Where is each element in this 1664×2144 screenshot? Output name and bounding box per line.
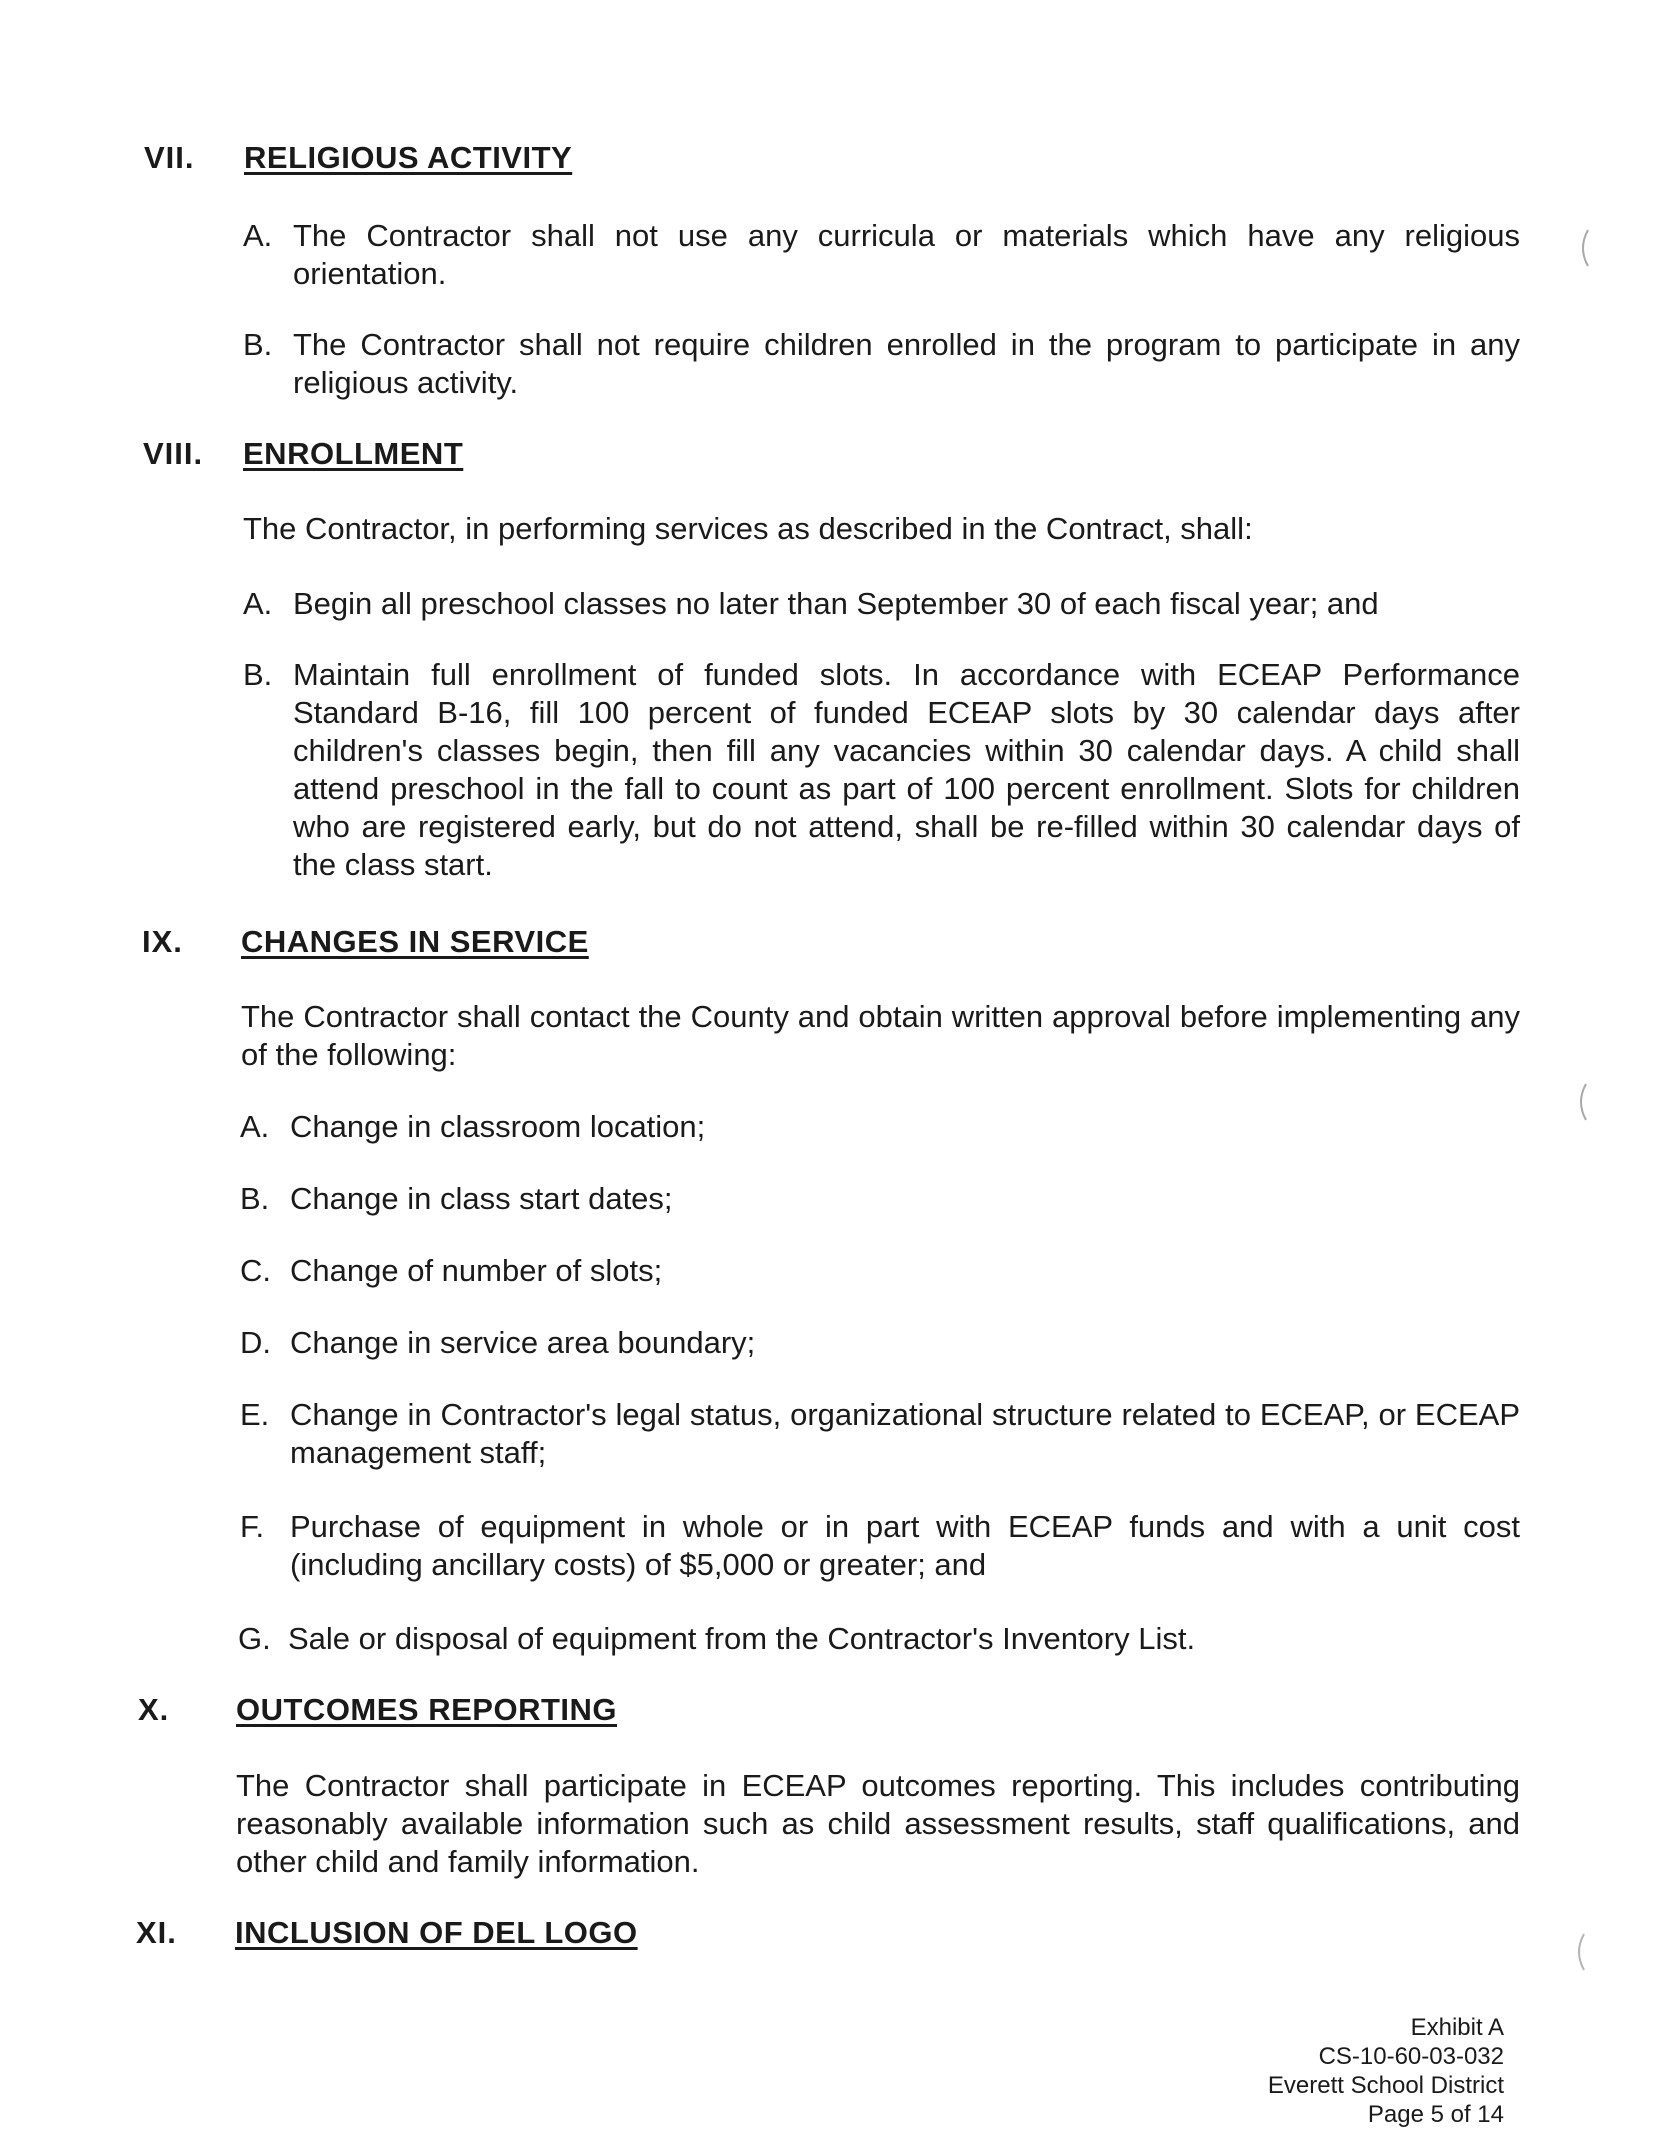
list-item [243,217,1520,297]
page-footer [1268,2013,1504,2129]
section-title: RELIGIOUS ACTIVITY [244,140,573,175]
section-intro: The Contractor shall contact the County and obtain written approval before implementing any of the following: [241,999,1520,1072]
list-item [243,656,1520,886]
section-number: XI. [136,1915,177,1950]
item-text: The Contractor shall not use any curricula or materials which have any religious orientation. [293,218,1520,291]
item-text: Change in classroom location; [290,1109,706,1144]
item-letter: A. [240,1109,270,1144]
item-letter: B. [243,327,273,362]
footer-contract-number: CS-10-60-03-032 [1318,2043,1504,2070]
item-text: Sale or disposal of equipment from the Contractor's Inventory List. [288,1621,1196,1656]
item-text: The Contractor shall not require children enrolled in the program to participate in any religious activity. [293,327,1520,400]
item-text: Change in Contractor's legal status, organizational structure related to ECEAP, or ECEAP management staff; [290,1397,1520,1470]
section-intro: The Contractor shall participate in ECEAP outcomes reporting. This includes contributing reasonably available information such as child assessment results, staff qualifications, and other child and family information. [236,1768,1520,1879]
section-title: CHANGES IN SERVICE [241,924,589,959]
list-item [240,1396,1520,1476]
section-number: VII. [144,140,195,175]
item-text: Change in class start dates; [290,1181,673,1216]
item-letter: D. [240,1325,271,1360]
section-number: VIII. [143,436,204,471]
footer-exhibit: Exhibit A [1410,2014,1504,2041]
item-text: Change of number of slots; [290,1253,663,1288]
item-letter: A. [243,218,273,253]
footer-district: Everett School District [1267,2072,1504,2099]
list-item [240,1324,1520,1364]
section-title: OUTCOMES REPORTING [236,1692,618,1727]
item-text: Purchase of equipment in whole or in part with ECEAP funds and with a unit cost (including ancillary costs) of $5,000 or greater; and [290,1509,1520,1582]
item-text: Maintain full enrollment of funded slots. In accordance with ECEAP Performance Standard B-16, fill 100 percent of funded ECEAP slots by 30 calendar days after children's classes begin, then fill any vacancies within 30 calendar days. A child shall attend preschool in the fall to count as part of 100 percent enrollment. Slots for children who are registered early, but do not attend, shall be re-filled within 30 calendar days of the class start. [293,657,1520,882]
list-item [243,326,1520,406]
scan-mark-icon [1572,226,1596,270]
item-letter: C. [240,1253,271,1288]
footer-page-number: Page 5 of 14 [1367,2101,1504,2128]
list-item [240,1108,1520,1148]
list-item [240,1252,1520,1292]
list-item [243,585,1520,625]
item-letter: F. [240,1509,265,1544]
section-number: X. [138,1692,170,1727]
scan-mark-icon [1568,1930,1592,1974]
section-title: INCLUSION OF DEL LOGO [235,1915,638,1950]
item-letter: B. [243,657,273,692]
scan-mark-icon [1570,1080,1594,1124]
item-letter: E. [240,1397,270,1432]
section-intro: The Contractor, in performing services as described in the Contract, shall: [243,511,1253,546]
item-text: Begin all preschool classes no later than September 30 of each fiscal year; and [293,586,1379,621]
item-text: Change in service area boundary; [290,1325,756,1360]
section-number: IX. [142,924,183,959]
item-letter: G. [238,1621,271,1656]
item-letter: A. [243,586,273,621]
section-title: ENROLLMENT [243,436,464,471]
item-letter: B. [240,1181,270,1216]
list-item [238,1620,1520,1660]
list-item [240,1508,1520,1588]
list-item [240,1180,1520,1220]
